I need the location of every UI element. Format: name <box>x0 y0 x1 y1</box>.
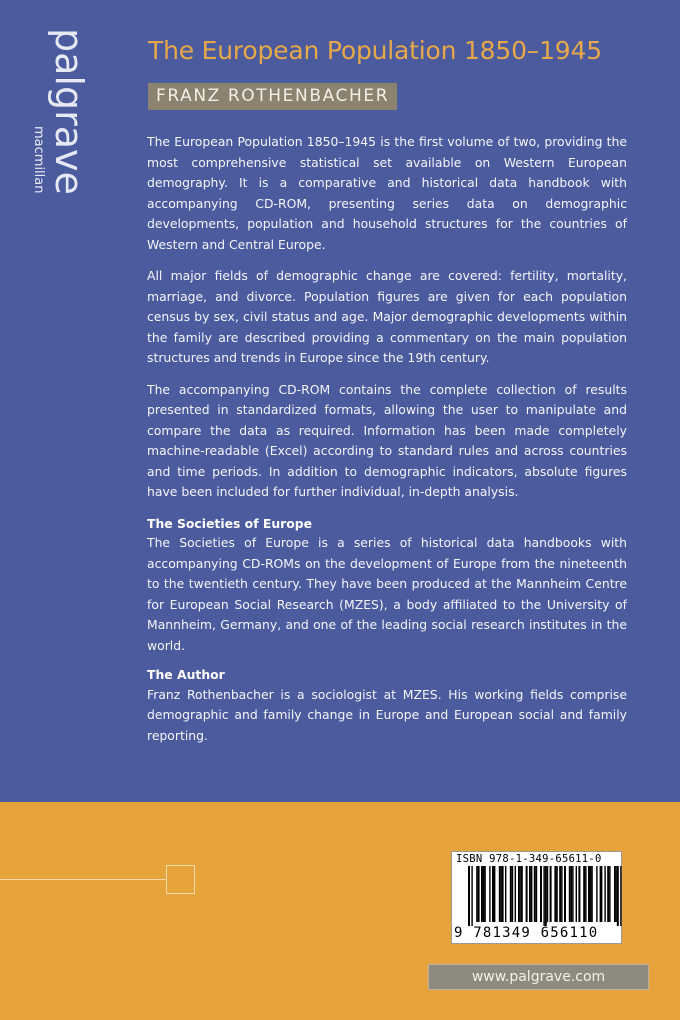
barcode-bar <box>578 866 580 922</box>
barcode-bar <box>494 866 495 922</box>
barcode-bar <box>571 866 572 922</box>
barcode-bar <box>600 866 601 922</box>
book-title: The European Population 1850–1945 <box>148 36 602 65</box>
barcode-bar <box>543 866 544 926</box>
barcode-bar <box>535 866 537 922</box>
barcode-bar <box>471 866 472 926</box>
barcode-bar <box>607 866 609 922</box>
barcode-bar <box>591 866 592 922</box>
barcode-bar <box>518 866 519 922</box>
barcode-bar <box>519 866 520 922</box>
barcode-bar <box>576 866 577 922</box>
barcode-bar <box>583 866 585 922</box>
logo-brand: palgrave <box>47 28 91 195</box>
author-heading: The Author <box>147 667 225 682</box>
barcode-bar <box>550 866 552 922</box>
barcode-bar <box>615 866 616 922</box>
blurb <box>147 132 627 755</box>
barcode-bar <box>511 866 513 922</box>
barcode-bar <box>481 866 482 922</box>
barcode-bar <box>620 866 621 926</box>
barcode-bar <box>564 866 566 922</box>
author-name-banner: FRANZ ROTHENBACHER <box>148 83 397 110</box>
barcode-bar <box>530 866 532 922</box>
barcode-bar <box>572 866 573 922</box>
barcode-bar <box>521 866 523 922</box>
barcode-bar <box>604 866 605 922</box>
barcode-bar <box>492 866 494 922</box>
blurb-paragraph-3: The accompanying CD-ROM contains the complete collection of results presented in standardized formats, allowing the user to manipulate and compare the data as required. Information has been made completely machine-readable (Excel) according to standard rules and across countries and time periods. In addition to demographic indicators, absolute figures have been included for further individual, in-depth analysis. <box>147 381 627 499</box>
blurb-paragraph-2: All major fields of demographic change are covered: fertility, mortality, marriage, and divorce. Population figures are given for each population census by sex, civil status and age. Major demographic developments within the family are described providing a commentary on the main population structures and trends in Europe since the 19th century. <box>147 268 627 365</box>
series-description: The Societies of Europe is a series of historical data handbooks with accompanying CD-ROMs on the development of Europe from the nineteenth to the twentieth century. They have been produced at the Mannheim Centre for European Social Research (MZES), a body affiliated to the University of Mannheim, Germany, and one of the leading social research institutes in the world. <box>147 535 627 653</box>
barcode-bar <box>614 866 615 922</box>
barcode-bar <box>545 866 547 926</box>
website-banner <box>428 964 649 990</box>
barcode-bar <box>556 866 557 922</box>
decorative-square <box>166 865 195 894</box>
barcode-bar <box>601 866 602 922</box>
decorative-rule <box>0 879 166 880</box>
barcode-bar <box>482 866 484 922</box>
barcode-bar <box>588 866 590 922</box>
logo-sub: macmillan <box>31 126 46 194</box>
isbn-barcode <box>451 851 622 944</box>
barcode-bar <box>484 866 485 922</box>
barcode-bar <box>468 866 470 926</box>
barcode-bar <box>489 866 490 922</box>
barcode-bar <box>554 866 556 922</box>
publisher-logo <box>31 28 96 218</box>
author-description: Franz Rothenbacher is a sociologist at MZES. His working fields comprise demographic and family change in Europe and European social and family reporting. <box>147 686 627 743</box>
barcode-bar <box>569 866 571 922</box>
barcode-digits: 9 781349 656110 <box>454 925 599 941</box>
series-heading: The Societies of Europe <box>147 515 313 531</box>
blurb-paragraph-1: The European Population 1850–1945 is the first volume of two, providing the most comprehensive statistical set available on Western European demography. It is a comparative and historical data handbook with accompanying CD-ROM, presenting series data on demographic developments, population and household structures for the countries of Western and Central Europe. <box>147 134 627 252</box>
barcode-bar <box>596 866 597 922</box>
barcode-bar <box>547 866 548 922</box>
barcode-bar <box>561 866 562 922</box>
barcode-bar <box>515 866 516 922</box>
barcode-bar <box>534 866 535 922</box>
barcode-bar <box>478 866 480 922</box>
barcode-bars <box>468 866 608 926</box>
isbn-label: ISBN 978-1-349-65611-0 <box>456 853 602 865</box>
barcode-bar <box>526 866 528 922</box>
barcode-bar <box>476 866 477 922</box>
barcode-bar <box>585 866 586 922</box>
barcode-bar <box>559 866 561 922</box>
barcode-bar <box>540 866 542 922</box>
barcode-bar <box>590 866 591 922</box>
barcode-bar <box>529 866 530 922</box>
barcode-bar <box>505 866 506 922</box>
barcode-bar <box>500 866 501 922</box>
barcode-bar <box>609 866 610 922</box>
barcode-bar <box>502 866 504 922</box>
barcode-bar <box>510 866 511 922</box>
website-url[interactable]: www.palgrave.com <box>471 969 606 985</box>
barcode-bar <box>617 866 619 926</box>
barcode-bar <box>499 866 500 922</box>
